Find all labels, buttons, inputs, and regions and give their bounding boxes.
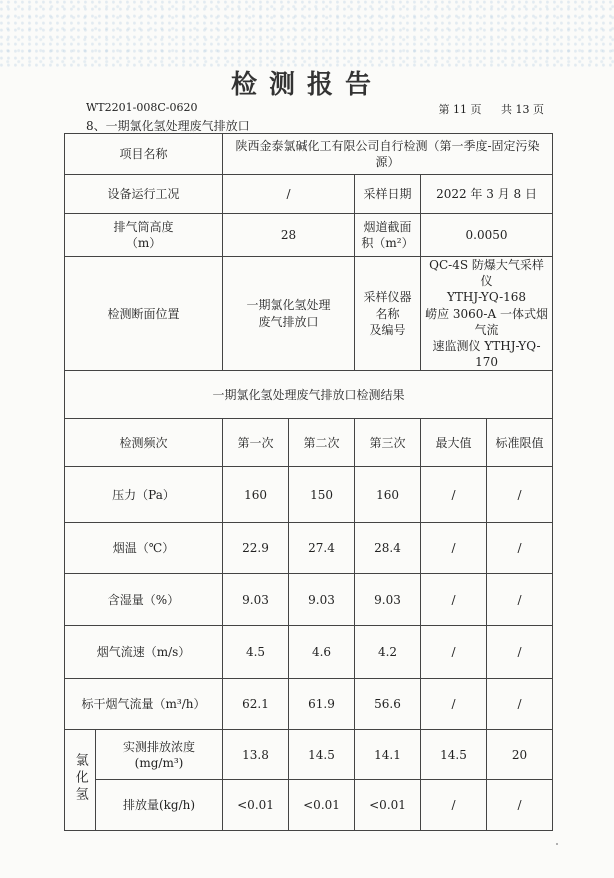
page-number: 第 11 页 [438, 103, 482, 116]
position-label: 检测断面位置 [65, 257, 223, 371]
column-header: 标准限值 [487, 419, 553, 467]
table-cell: / [421, 574, 487, 626]
group-label: 氯化氢 [72, 752, 88, 804]
table-cell: 20 [487, 730, 553, 780]
table-cell: 160 [223, 467, 289, 523]
table-cell: 160 [355, 467, 421, 523]
table-row [65, 214, 553, 257]
table-cell: 62.1 [223, 679, 289, 730]
page-indicator [423, 101, 545, 117]
table-cell: / [487, 780, 553, 831]
height-label [65, 214, 223, 257]
date-label: 采样日期 [355, 175, 421, 214]
report-number: WT2201-008C-0620 [86, 101, 198, 114]
table-cell: / [421, 780, 487, 831]
height-label-unit: （m） [125, 236, 162, 250]
table-row [65, 730, 553, 780]
table-cell: <0.01 [223, 780, 289, 831]
row-label: 压力（Pa） [65, 467, 223, 523]
instrument-label-line: 及编号 [369, 322, 406, 337]
row-label: 烟温（℃） [65, 523, 223, 574]
instrument-line: YTHJ-YQ-168 [446, 290, 527, 305]
table-cell: / [487, 467, 553, 523]
table-cell: 4.6 [289, 626, 355, 679]
row-label: 排放量(kg/h) [96, 780, 223, 831]
row-label: 标干烟气流量（m³/h） [65, 679, 223, 730]
group-label-cell [65, 730, 96, 831]
table-cell: 56.6 [355, 679, 421, 730]
table-cell: / [421, 626, 487, 679]
table-cell: 61.9 [289, 679, 355, 730]
equip-value: / [223, 175, 355, 214]
table-cell: 14.5 [289, 730, 355, 780]
table-cell: 150 [289, 467, 355, 523]
scan-speck [556, 843, 558, 845]
table-row [65, 679, 553, 730]
security-watermark-pattern [0, 0, 614, 70]
project-value: 陕西金泰氯碱化工有限公司自行检测（第一季度-固定污染源） [223, 134, 553, 175]
instrument-label-line: 采样仪器名称 [363, 290, 412, 321]
section-title: 8、一期氯化氢处理废气排放口 [86, 119, 250, 133]
table-cell: 9.03 [355, 574, 421, 626]
table-cell: 14.1 [355, 730, 421, 780]
project-label: 项目名称 [65, 134, 223, 175]
table-cell: / [487, 574, 553, 626]
column-header: 第三次 [355, 419, 421, 467]
table-cell: / [421, 679, 487, 730]
table-row [65, 175, 553, 214]
table-cell: / [421, 523, 487, 574]
table-cell: 4.5 [223, 626, 289, 679]
table-row [65, 257, 553, 371]
position-value-line: 一期氯化氢处理 [246, 298, 331, 313]
table-row [65, 371, 553, 419]
row-label: 烟气流速（m/s） [65, 626, 223, 679]
instrument-line: QC-4S 防爆大气采样仪 [429, 258, 544, 289]
table-row [65, 134, 553, 175]
position-value [223, 257, 355, 371]
table-cell: / [421, 467, 487, 523]
row-label: 含湿量（%） [65, 574, 223, 626]
column-header: 第一次 [223, 419, 289, 467]
table-cell: 9.03 [223, 574, 289, 626]
column-header: 检测频次 [65, 419, 223, 467]
instrument-line: 崂应 3060-A 一体式烟气流 [425, 306, 548, 337]
equip-label: 设备运行工况 [65, 175, 223, 214]
table-cell: <0.01 [289, 780, 355, 831]
report-title: 检测报告 [230, 70, 383, 100]
table-row [65, 574, 553, 626]
results-title: 一期氯化氢处理废气排放口检测结果 [65, 371, 553, 419]
instrument-line: 速监测仪 YTHJ-YQ-170 [432, 338, 541, 370]
table-cell: 9.03 [289, 574, 355, 626]
position-value-line: 废气排放口 [258, 314, 319, 329]
results-table [64, 133, 553, 831]
table-row [65, 626, 553, 679]
table-cell: / [487, 523, 553, 574]
table-row [65, 467, 553, 523]
table-row [65, 780, 553, 831]
report-header [86, 101, 544, 117]
column-header: 第二次 [289, 419, 355, 467]
row-label: 实测排放浓度(mg/m³) [96, 730, 223, 780]
table-cell: / [487, 679, 553, 730]
table-cell: 13.8 [223, 730, 289, 780]
table-cell: 22.9 [223, 523, 289, 574]
column-header: 最大值 [421, 419, 487, 467]
area-value: 0.0050 [421, 214, 553, 257]
instrument-label [355, 257, 421, 371]
table-cell: 28.4 [355, 523, 421, 574]
table-cell: 4.2 [355, 626, 421, 679]
table-cell: / [487, 626, 553, 679]
height-value: 28 [223, 214, 355, 257]
table-row [65, 523, 553, 574]
date-value: 2022 年 3 月 8 日 [421, 175, 553, 214]
table-cell: <0.01 [355, 780, 421, 831]
table-header-row [65, 419, 553, 467]
table-cell: 27.4 [289, 523, 355, 574]
height-label-line: 排气筒高度 [113, 219, 174, 234]
area-label: 烟道截面积（m²） [355, 214, 421, 257]
page-total: 共 13 页 [501, 103, 544, 116]
instrument-value [421, 257, 553, 371]
table-cell: 14.5 [421, 730, 487, 780]
